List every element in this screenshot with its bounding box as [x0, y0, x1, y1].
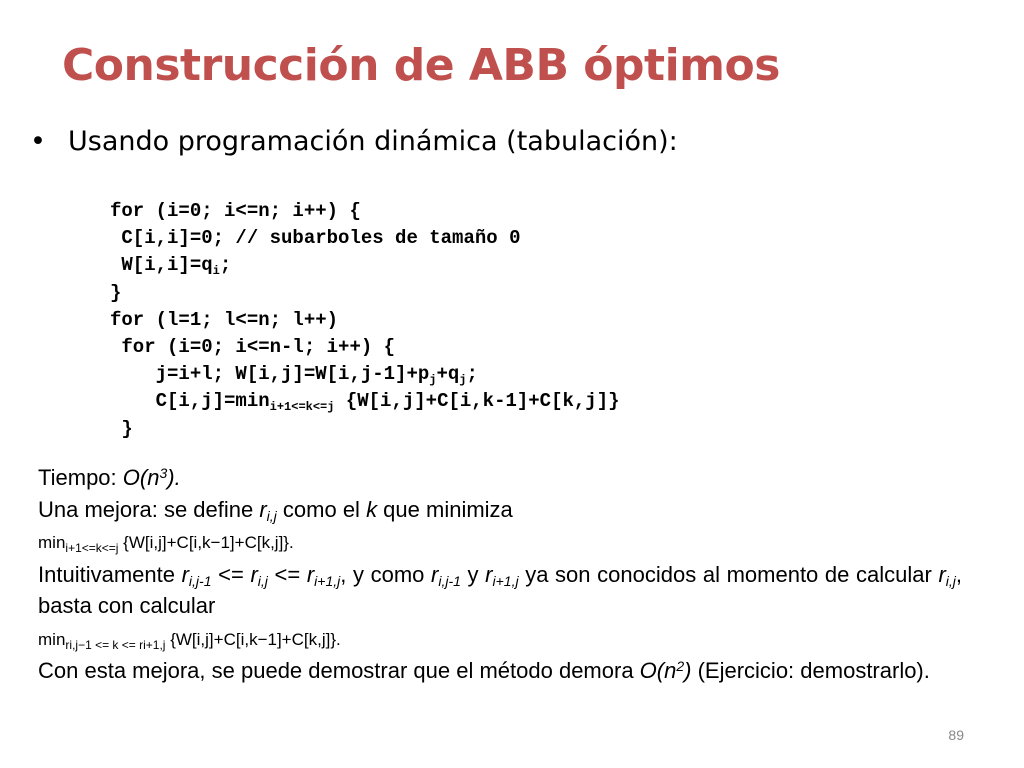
code-block — [110, 198, 620, 443]
code-line-5: for (l=1; l<=n; l++) — [110, 308, 339, 331]
bullet-text: Usando programación dinámica (tabulación): — [68, 126, 678, 157]
page-number: 89 — [948, 727, 964, 743]
code-line-6: for (i=0; i<=n-l; i++) { — [110, 335, 396, 358]
time-complexity-line: Tiempo: $O(n^3)$. — [38, 465, 181, 490]
code-line-3: $W[i,i]=q_i$; — [110, 254, 232, 279]
code-line-2: C[i,i]=0; // subarboles de tamaño 0 — [110, 227, 521, 250]
bullet-icon: • — [30, 126, 46, 157]
code-line-9: } — [110, 417, 133, 440]
bullet-point — [30, 126, 678, 157]
code-line-7: j=i+l; $W[i,j]=W[i,j-1]+p_j+q_j$; — [110, 363, 478, 388]
slide-title: Construcción de ABB óptimos — [62, 40, 780, 91]
conclusion-paragraph: Con esta mejora, se puede demostrar que el método demora $O(n^2)$ (Ejercicio: demostrarlo). — [38, 658, 930, 683]
min-formula-2: $\min_{ri,j-1 <= k <= ri+1,j} \{W[i,j]+C[i,k-1]+C[k,j]\}$. — [38, 629, 341, 652]
intuition-paragraph: Intuitivamente $r_{i,j-1} <= r_{i,j} <= r_{i+1,j}$, y como $r_{i,j-1}$ y $r_{i+1,j}$ ya son conocidos al momento de calcular $r_{i,j}$, basta con calcular — [38, 561, 963, 618]
improvement-line: Una mejora: se define $r_{i,j}$ como el k que minimiza — [38, 496, 513, 524]
min-formula-1: $\min_{i+1<=k<=j} \{W[i,j]+C[i,k-1]+C[k,j]\}$. — [38, 533, 294, 555]
code-line-1: for (i=0; i<=n; i++) { — [110, 200, 361, 222]
code-line-4: } — [110, 281, 122, 304]
code-line-8: $C[i,j]=\min_{i+1<=k<=j}$ {W[i,j]+C[i,k-1]+C[k,j]} — [110, 390, 620, 415]
explanation-text — [38, 462, 962, 687]
